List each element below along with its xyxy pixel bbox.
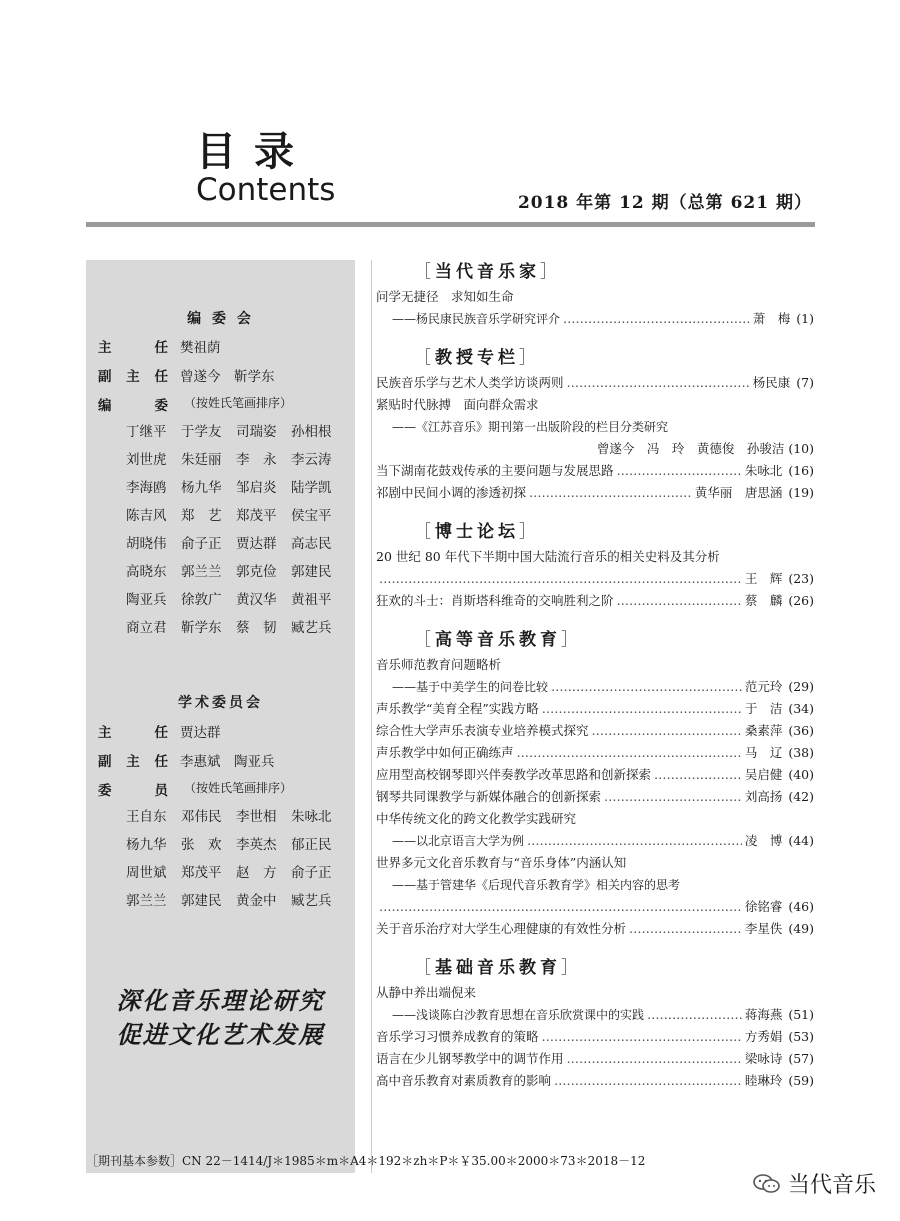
academic-chief-row: [98, 721, 221, 741]
toc-entry-author: 朱咏北: [744, 463, 783, 478]
member-name: 郭兰兰: [126, 893, 167, 909]
member-name: 杨九华: [181, 480, 222, 496]
toc-leader-dots: [527, 830, 742, 852]
toc-section-title: 教授专栏: [435, 348, 519, 368]
member-name: 郁正民: [291, 837, 332, 853]
toc-entry-author: 范元玲: [744, 679, 783, 694]
toc-leader-dots: [529, 482, 692, 504]
member-name: 郭建民: [181, 893, 222, 909]
member-name: 郑 艺: [181, 508, 222, 524]
toc-entry-author: 凌 博: [744, 833, 783, 848]
toc-entry-page: (53): [788, 1029, 814, 1044]
toc-entry[interactable]: [376, 896, 814, 918]
toc-leader-dots: [604, 786, 742, 808]
academic-deputy-row: [98, 750, 275, 770]
toc-entry-author: 李星佚: [744, 921, 783, 936]
toc-entry-page: (46): [788, 899, 814, 914]
academic-member-row: [98, 779, 292, 799]
academic-chief-name: 贾达群: [180, 725, 221, 741]
toc-entry-author: 梁咏诗: [744, 1051, 783, 1066]
toc-entry-author: 刘高扬: [744, 789, 783, 804]
slogan-line: 促进文化艺术发展: [116, 1020, 325, 1049]
toc-entry[interactable]: [376, 982, 814, 1004]
member-name: 陈吉风: [126, 508, 167, 524]
toc-entry-title: ——基于中美学生的问卷比较: [392, 680, 549, 694]
toc-entry-title: ——《江苏音乐》期刊第一出版阶段的栏目分类研究: [392, 420, 669, 434]
toc-entry[interactable]: [376, 416, 814, 438]
toc-entry[interactable]: [376, 698, 814, 720]
toc-entry[interactable]: [376, 482, 814, 504]
toc-section-heading: ［教授专栏］: [414, 348, 540, 368]
member-name: 徐敦广: [181, 592, 222, 608]
toc-leader-dots: [629, 918, 742, 940]
toc-entry[interactable]: [376, 764, 814, 786]
slogan-line: 深化音乐理论研究: [116, 986, 325, 1015]
toc-entry[interactable]: [376, 372, 814, 394]
member-name: 郭克俭: [236, 564, 277, 580]
toc-entry-title: 语言在少儿钢琴教学中的调节作用: [376, 1051, 564, 1066]
member-name: 郭兰兰: [181, 564, 222, 580]
table-of-contents: [376, 258, 814, 1092]
toc-entry-page: (38): [788, 745, 814, 760]
toc-leader-dots: [567, 372, 750, 394]
editorial-member-role: 编 委: [98, 398, 168, 414]
member-name: 张 欢: [181, 837, 222, 853]
academic-member-note: （按姓氏笔画排序）: [184, 781, 293, 795]
member-name: 靳学东: [181, 620, 222, 636]
member-name: 孙相根: [291, 424, 332, 440]
toc-entry-page: (16): [788, 463, 814, 478]
toc-entry[interactable]: [376, 852, 814, 874]
member-name: 李云涛: [291, 452, 332, 468]
member-name: 郑茂平: [236, 508, 277, 524]
member-name: 朱咏北: [291, 809, 332, 825]
toc-entry-author: 王 辉: [744, 571, 783, 586]
toc-leader-dots: [554, 1070, 742, 1092]
toc-section-heading: ［基础音乐教育］: [414, 958, 582, 978]
toc-entry-page: (51): [788, 1007, 814, 1022]
toc-entry-title: 声乐教学“美育全程”实践方略: [376, 701, 539, 716]
member-name: 贾达群: [236, 536, 277, 552]
member-name: 刘世虎: [126, 452, 167, 468]
member-name: 朱廷丽: [181, 452, 222, 468]
toc-entry-author: 桑素萍: [744, 723, 783, 738]
member-name: 赵 方: [236, 865, 277, 881]
editorial-chief-row: [98, 336, 221, 356]
toc-entry-author: 马 辽: [744, 745, 783, 760]
toc-entry[interactable]: [376, 676, 814, 698]
toc-entry-title: 音乐学习习惯养成教育的策略: [376, 1029, 539, 1044]
toc-entry-author: 蒋海燕: [744, 1007, 783, 1022]
wechat-icon: [752, 1173, 782, 1195]
toc-leader-dots: [647, 1004, 742, 1026]
member-name: 王自东: [126, 809, 167, 825]
toc-entry-author: 睦琳玲: [744, 1073, 783, 1088]
header-rule: [86, 222, 815, 227]
member-name: 黄汉华: [236, 592, 277, 608]
member-name: 李 永: [236, 452, 277, 468]
toc-entry-title: 高中音乐教育对素质教育的影响: [376, 1073, 552, 1088]
toc-entry-page: (40): [788, 767, 814, 782]
toc-leader-dots: [654, 764, 742, 786]
toc-entry-title: ——浅谈陈白沙教育思想在音乐欣赏课中的实践: [392, 1008, 645, 1022]
toc-entry-page: (7): [796, 375, 814, 390]
member-name: 陆学凯: [291, 480, 332, 496]
toc-entry[interactable]: [376, 286, 814, 308]
member-name: 郭建民: [291, 564, 332, 580]
member-name: 高晓东: [126, 564, 167, 580]
toc-leader-dots: [617, 460, 742, 482]
editorial-deputy-row: [98, 365, 275, 385]
editorial-member-list: [126, 418, 346, 642]
member-name: 胡晓伟: [126, 536, 167, 552]
issue-number: 2018 年第 12 期（总第 621 期）: [517, 193, 812, 213]
toc-entry[interactable]: [376, 394, 814, 416]
toc-entry[interactable]: [376, 546, 814, 568]
academic-member-list: [126, 803, 346, 915]
toc-entry-page: (59): [788, 1073, 814, 1088]
member-name: 李世相: [236, 809, 277, 825]
toc-entry-title: 中华传统文化的跨文化教学实践研究: [376, 811, 577, 826]
toc-entry-title: ——杨民康民族音乐学研究评介: [392, 312, 561, 326]
toc-section-heading: ［博士论坛］: [414, 522, 540, 542]
toc-entry-page: (1): [796, 311, 814, 326]
toc-entry[interactable]: [376, 742, 814, 764]
toc-entry[interactable]: [376, 1048, 814, 1070]
toc-entry-author: 于 洁: [744, 701, 783, 716]
toc-entry-page: (57): [788, 1051, 814, 1066]
toc-leader-dots: [617, 590, 742, 612]
member-name: 臧艺兵: [291, 893, 332, 909]
toc-entry[interactable]: [376, 1004, 814, 1026]
member-name: 俞子正: [291, 865, 332, 881]
toc-entry-page: (23): [788, 571, 814, 586]
toc-entry-title: 当下湖南花鼓戏传承的主要问题与发展思路: [376, 463, 614, 478]
editorial-deputy-role: 副 主 任: [98, 369, 168, 385]
toc-entry-title: 世界多元文化音乐教育与“音乐身体”内涵认知: [376, 855, 627, 870]
toc-entry-author: 杨民康: [752, 375, 791, 390]
toc-section-title: 基础音乐教育: [435, 958, 561, 978]
academic-chief-role: 主 任: [98, 725, 168, 741]
toc-entry[interactable]: [376, 830, 814, 852]
toc-entry-title: 狂欢的斗士：肖斯塔科维奇的交响胜利之阶: [376, 593, 614, 608]
toc-leader-dots: [551, 676, 742, 698]
toc-entry[interactable]: [376, 786, 814, 808]
toc-entry[interactable]: [376, 654, 814, 676]
toc-entry-title: 从静中养出端倪来: [376, 985, 477, 1000]
toc-entry[interactable]: [376, 568, 814, 590]
toc-entry-page: (19): [788, 485, 814, 500]
editorial-chief-role: 主 任: [98, 340, 168, 356]
academic-deputy-names: 李惠斌 陶亚兵: [180, 754, 275, 770]
toc-entry-page: (36): [788, 723, 814, 738]
toc-entry-title: 声乐教学中如何正确练声: [376, 745, 514, 760]
toc-entry-title: 民族音乐学与艺术人类学访谈两则: [376, 375, 564, 390]
editorial-board-heading: 编 委 会: [187, 311, 254, 327]
toc-entry-page: (29): [788, 679, 814, 694]
toc-leader-dots: [567, 1048, 742, 1070]
toc-entry[interactable]: [376, 438, 814, 460]
toc-section-title: 当代音乐家: [435, 262, 540, 282]
academic-deputy-role: 副 主 任: [98, 754, 168, 770]
toc-leader-dots: [517, 742, 742, 764]
board-panel: [86, 260, 355, 1173]
editorial-deputy-names: 曾遂今 靳学东: [180, 369, 275, 385]
member-name: 郑茂平: [181, 865, 222, 881]
toc-entry-author: 吴启健: [744, 767, 783, 782]
member-name: 黄金中: [236, 893, 277, 909]
toc-entry[interactable]: [376, 460, 814, 482]
member-name: 李英杰: [236, 837, 277, 853]
journal-parameters: ［期刊基本参数］CN 22－1414/J＊1985＊m＊A4＊192＊zh＊P＊￥35.00＊2000＊73＊2018－12: [86, 1154, 646, 1168]
member-name: 周世斌: [126, 865, 167, 881]
member-name: 杨九华: [126, 837, 167, 853]
toc-leader-dots: [592, 720, 742, 742]
toc-entry-title: 应用型高校钢琴即兴伴奏教学改革思路和创新探索: [376, 767, 652, 782]
editorial-member-row: [98, 394, 292, 414]
toc-section-title: 博士论坛: [435, 522, 519, 542]
toc-leader-dots: [542, 698, 742, 720]
toc-entry-title: ——基于管建华《后现代音乐教育学》相关内容的思考: [392, 878, 681, 892]
member-name: 俞子正: [181, 536, 222, 552]
member-name: 司瑞姿: [236, 424, 277, 440]
toc-entry-author: 黄华丽 唐思涵: [694, 485, 783, 500]
toc-leader-dots: [542, 1026, 742, 1048]
toc-entry[interactable]: [376, 308, 814, 330]
toc-entry-author: 萧 梅: [752, 311, 791, 326]
member-name: 侯宝平: [291, 508, 332, 524]
editorial-chief-name: 樊祖荫: [180, 340, 221, 356]
member-name: 商立君: [126, 620, 167, 636]
member-name: 陶亚兵: [126, 592, 167, 608]
member-name: 黄祖平: [291, 592, 332, 608]
toc-leader-dots: [379, 568, 742, 590]
toc-entry-authors: 曾遂今 冯 玲 黄德俊 孙骏洁 (10): [596, 441, 814, 456]
toc-entry-page: (34): [788, 701, 814, 716]
toc-entry-page: (49): [788, 921, 814, 936]
toc-entry[interactable]: [376, 874, 814, 896]
academic-committee-heading: 学术委员会: [178, 695, 263, 711]
toc-entry-title: 关于音乐治疗对大学生心理健康的有效性分析: [376, 921, 627, 936]
toc-entry-page: (44): [788, 833, 814, 848]
academic-member-role: 委 员: [98, 783, 168, 799]
toc-entry-author: 蔡 麟: [744, 593, 783, 608]
toc-section-heading: ［当代音乐家］: [414, 262, 561, 282]
toc-entry[interactable]: [376, 590, 814, 612]
toc-entry-title: 综合性大学声乐表演专业培养模式探究: [376, 723, 589, 738]
page-title: 目录: [196, 129, 312, 175]
toc-entry-title: 祁剧中民间小调的渗透初探: [376, 485, 527, 500]
toc-entry-title: 问学无捷径 求知如生命: [376, 289, 514, 304]
toc-section-heading: ［高等音乐教育］: [414, 630, 582, 650]
wechat-account-name: 当代音乐: [788, 1173, 877, 1198]
column-divider: [371, 260, 372, 1173]
toc-leader-dots: [379, 896, 742, 918]
toc-entry-title: 音乐师范教育问题略析: [376, 657, 502, 672]
toc-entry-title: ——以北京语言大学为例: [392, 834, 525, 848]
editorial-member-note: （按姓氏笔画排序）: [184, 396, 293, 410]
member-name: 臧艺兵: [291, 620, 332, 636]
member-name: 邹启炎: [236, 480, 277, 496]
toc-entry-title: 钢琴共同课教学与新媒体融合的创新探索: [376, 789, 602, 804]
member-name: 邓伟民: [181, 809, 222, 825]
slogan: [86, 984, 355, 1052]
member-name: 李海鸥: [126, 480, 167, 496]
toc-entry-title: 紧贴时代脉搏 面向群众需求: [376, 397, 539, 412]
toc-entry[interactable]: [376, 918, 814, 940]
toc-entry-author: 徐铭睿: [744, 899, 783, 914]
member-name: 于学友: [181, 424, 222, 440]
page-title-english: Contents: [196, 172, 336, 208]
member-name: 蔡 韧: [236, 620, 277, 636]
member-name: 丁继平: [126, 424, 167, 440]
toc-entry-page: (42): [788, 789, 814, 804]
toc-entry[interactable]: [376, 720, 814, 742]
member-name: 高志民: [291, 536, 332, 552]
toc-entry[interactable]: [376, 1070, 814, 1092]
toc-entry-author: 方秀娟: [744, 1029, 783, 1044]
toc-entry-page: (26): [788, 593, 814, 608]
toc-section-title: 高等音乐教育: [435, 630, 561, 650]
toc-entry-title: 20 世纪 80 年代下半期中国大陆流行音乐的相关史料及其分析: [376, 549, 720, 564]
toc-entry[interactable]: [376, 808, 814, 830]
toc-leader-dots: [563, 308, 750, 330]
wechat-watermark: [752, 1168, 876, 1199]
toc-entry[interactable]: [376, 1026, 814, 1048]
